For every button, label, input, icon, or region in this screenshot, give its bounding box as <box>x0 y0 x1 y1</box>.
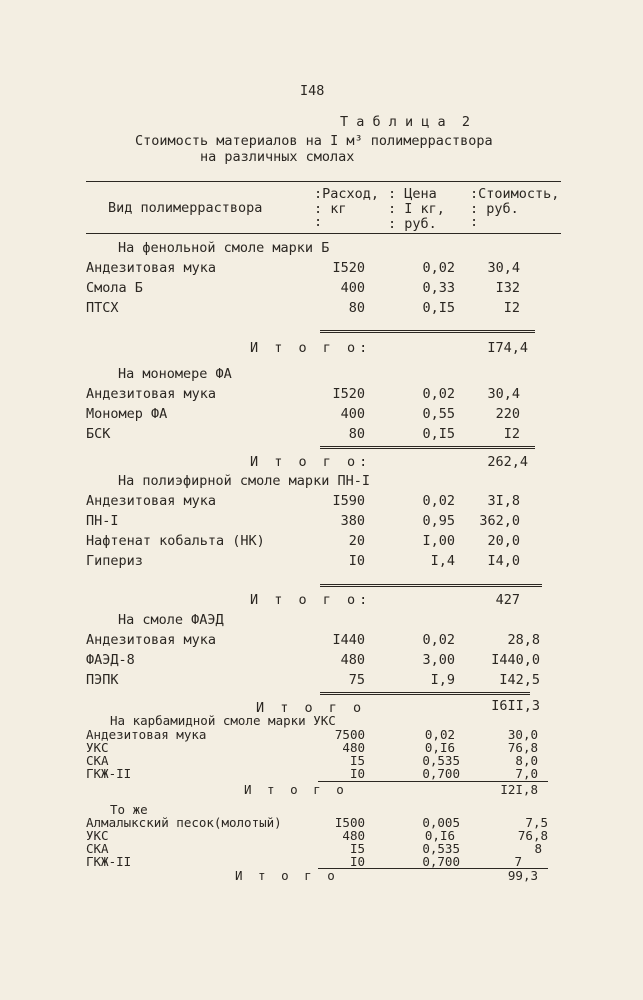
row-cost: I2 <box>503 300 520 316</box>
row-name: ГКЖ-II <box>86 854 132 869</box>
table-title-line2: на различных смолах <box>200 149 355 165</box>
row-name: УКС <box>86 740 109 755</box>
row-price: I,00 <box>422 533 455 549</box>
row-price: 0,I5 <box>422 426 455 442</box>
row-price: 0,02 <box>422 260 455 276</box>
header-bottom-rule <box>86 233 561 234</box>
header-col-cost-3: : <box>470 214 479 230</box>
row-price: 0,700 <box>422 854 460 869</box>
row-qty: I440 <box>332 632 365 648</box>
row-name: СКА <box>86 753 109 768</box>
row-qty: I520 <box>332 260 365 276</box>
total-label: И т о г о <box>235 868 339 883</box>
row-name: БСК <box>86 426 111 442</box>
row-cost: 7,5 <box>525 815 548 830</box>
total-label: И т о г о: <box>250 340 372 356</box>
row-cost: 20,0 <box>487 533 520 549</box>
row-qty: 380 <box>340 513 365 529</box>
row-price: 3,00 <box>422 652 455 668</box>
row-price: 0,33 <box>422 280 455 296</box>
row-qty: 80 <box>348 426 365 442</box>
row-name: Андезитовая мука <box>86 493 217 509</box>
total-label: И т о г о <box>244 782 348 797</box>
row-qty: 75 <box>348 672 365 688</box>
total-value: I6II,3 <box>491 698 540 714</box>
row-cost: 30,0 <box>507 727 538 742</box>
section-heading: На фенольной смоле марки Б <box>118 240 330 256</box>
total-rule <box>320 330 535 336</box>
header-col-qty-1: :Расход, <box>314 186 380 202</box>
row-qty: I520 <box>332 386 365 402</box>
row-cost: I2 <box>503 426 520 442</box>
row-qty: 400 <box>340 280 365 296</box>
row-name: Андезитовая мука <box>86 260 217 276</box>
row-cost: 7 <box>514 854 522 869</box>
row-qty: 80 <box>348 300 365 316</box>
row-qty: I500 <box>334 815 365 830</box>
row-name: ПН-I <box>86 513 119 529</box>
row-cost: 7,0 <box>515 766 538 781</box>
header-col-cost-2: : руб. <box>470 201 519 217</box>
total-label: И т о г о: <box>250 592 372 608</box>
header-top-rule <box>86 181 561 182</box>
section-heading: На мономере ФА <box>118 366 232 382</box>
row-cost: 30,4 <box>487 386 520 402</box>
row-cost: 76,8 <box>517 828 548 843</box>
row-price: 0,005 <box>422 815 460 830</box>
section-heading: На карбамидной смоле марки УКС <box>110 713 336 728</box>
row-name: ПЭПК <box>86 672 119 688</box>
page-number: I48 <box>300 83 325 99</box>
row-name: Мономер ФА <box>86 406 168 422</box>
row-name: Смола Б <box>86 280 143 296</box>
row-name: УКС <box>86 828 109 843</box>
header-col-price-2: : I кг, <box>388 201 445 217</box>
row-cost: I42,5 <box>499 672 540 688</box>
row-cost: I32 <box>495 280 520 296</box>
row-price: 0,I6 <box>424 740 455 755</box>
row-cost: 30,4 <box>487 260 520 276</box>
row-qty: I5 <box>349 753 365 768</box>
row-cost: 220 <box>495 406 520 422</box>
row-qty: 400 <box>340 406 365 422</box>
total-value: 99,3 <box>507 868 538 883</box>
total-value: I2I,8 <box>500 782 538 797</box>
header-col-price-1: : Цена <box>388 186 437 202</box>
header-col-qty-3: : <box>314 214 323 230</box>
row-price: 0,55 <box>422 406 455 422</box>
row-price: I,9 <box>430 672 455 688</box>
row-price: 0,02 <box>422 632 455 648</box>
total-rule <box>320 584 542 590</box>
row-qty: I0 <box>348 553 365 569</box>
row-price: 0,I5 <box>422 300 455 316</box>
row-price: I,4 <box>430 553 455 569</box>
total-value: 262,4 <box>487 454 528 470</box>
row-name: Гипериз <box>86 553 143 569</box>
row-price: 0,02 <box>422 493 455 509</box>
row-name: ГКЖ-II <box>86 766 132 781</box>
row-name: ФАЭД-8 <box>86 652 135 668</box>
row-name: ПТСХ <box>86 300 119 316</box>
row-name: СКА <box>86 841 109 856</box>
row-cost: I440,0 <box>491 652 540 668</box>
row-qty: 7500 <box>334 727 365 742</box>
row-qty: 480 <box>342 828 365 843</box>
row-qty: I0 <box>349 766 365 781</box>
row-qty: I590 <box>332 493 365 509</box>
row-name: Андезитовая мука <box>86 632 217 648</box>
row-price: 0,535 <box>422 753 460 768</box>
total-value: 427 <box>495 592 520 608</box>
row-price: 0,95 <box>422 513 455 529</box>
row-price: 0,700 <box>422 766 460 781</box>
row-price: 0,02 <box>422 386 455 402</box>
total-label: И т о г о <box>256 700 366 716</box>
row-qty: I0 <box>349 854 365 869</box>
row-cost: 3I,8 <box>487 493 520 509</box>
row-price: 0,535 <box>422 841 460 856</box>
header-col-qty-2: : кг <box>314 201 347 217</box>
header-col-price-3: : руб. <box>388 216 437 232</box>
row-name: Нафтенат кобальта (НК) <box>86 533 265 549</box>
row-price: 0,02 <box>424 727 455 742</box>
section-heading: На полиэфирной смоле марки ПН-I <box>118 473 370 489</box>
row-cost: 76,8 <box>507 740 538 755</box>
row-qty: 20 <box>348 533 365 549</box>
table-title-line1: Стоимость материалов на I м³ полимерраствора <box>135 133 493 149</box>
row-name: Андезитовая мука <box>86 386 217 402</box>
total-value: I74,4 <box>487 340 528 356</box>
row-cost: 8 <box>534 841 542 856</box>
row-cost: 362,0 <box>479 513 520 529</box>
total-rule <box>320 446 535 452</box>
section-heading: То же <box>110 802 148 817</box>
row-qty: 480 <box>342 740 365 755</box>
row-cost: 28,8 <box>507 632 540 648</box>
table-label: Т а б л и ц а 2 <box>340 114 471 130</box>
row-price: 0,I6 <box>424 828 455 843</box>
section-heading: На смоле ФАЭД <box>118 612 224 628</box>
row-cost: I4,0 <box>487 553 520 569</box>
header-col-name: Вид полимерраствора <box>108 200 263 216</box>
row-qty: I5 <box>349 841 365 856</box>
row-qty: 480 <box>340 652 365 668</box>
row-name: Алмалыкский песок(молотый) <box>86 815 282 830</box>
total-label: И т о г о: <box>250 454 372 470</box>
row-cost: 8,0 <box>515 753 538 768</box>
header-col-cost-1: :Стоимость, <box>470 186 560 202</box>
row-name: Андезитовая мука <box>86 727 207 742</box>
